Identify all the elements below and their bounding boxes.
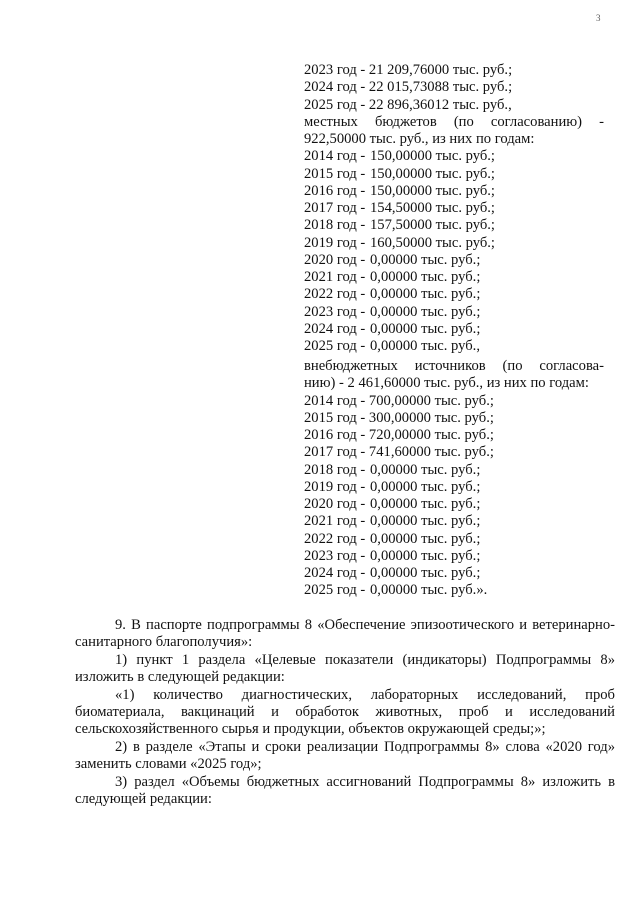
- page-number: 3: [596, 13, 601, 23]
- local-2024-line: 2024 год - 0,00000 тыс. руб.;: [304, 320, 481, 337]
- local-2019-line: 2019 год - 160,50000 тыс. руб.;: [304, 234, 495, 251]
- extrabudget-2015-line: 2015 год - 300,00000 тыс. руб.;: [304, 409, 494, 426]
- local-2022-line: 2022 год - 0,00000 тыс. руб.;: [304, 286, 481, 303]
- extrabudget-2017-line: 2017 год - 741,60000 тыс. руб.;: [304, 444, 494, 461]
- funding-column-top: [304, 62, 604, 355]
- extrabudget-2016-line: 2016 год - 720,00000 тыс. руб.;: [304, 427, 494, 443]
- extrabudget-heading-1: внебюджетных источников (по согласова-: [304, 358, 604, 374]
- section-9-item-3: 3) раздел «Объемы бюджетных ассигнований Подпрограммы 8» изложить в следующей редакции:: [75, 773, 615, 808]
- local-2018-line: 2018 год - 157,50000 тыс. руб.;: [304, 217, 495, 234]
- extrabudget-2025-line: 2025 год - 0,00000 тыс. руб.».: [304, 582, 488, 599]
- extrabudget-2019-line: 2019 год - 0,00000 тыс. руб.;: [304, 478, 481, 495]
- extrabudget-2023-line: 2023 год - 0,00000 тыс. руб.;: [304, 547, 481, 564]
- local-2016-line: 2016 год - 150,00000 тыс. руб.;: [304, 182, 495, 199]
- local-budget-heading-1: местных бюджетов (по согласованию) -: [304, 113, 604, 130]
- extrabudget-2018-line: 2018 год - 0,00000 тыс. руб.;: [304, 461, 481, 478]
- local-2014-line: 2014 год - 150,00000 тыс. руб.;: [304, 148, 495, 165]
- regional-2025-line: 2025 год - 22 896,36012 тыс. руб.,: [304, 96, 512, 113]
- local-2015-line: 2015 год - 150,00000 тыс. руб.;: [304, 165, 495, 182]
- extrabudget-2014-line: 2014 год - 700,00000 тыс. руб.;: [304, 392, 494, 409]
- extrabudget-2024-line: 2024 год - 0,00000 тыс. руб.;: [304, 565, 481, 581]
- section-9: [75, 617, 615, 808]
- local-2021-line: 2021 год - 0,00000 тыс. руб.;: [304, 269, 481, 285]
- extrabudget-2022-line: 2022 год - 0,00000 тыс. руб.;: [304, 530, 481, 547]
- section-9-item-1-quote: «1) количество диагностических, лабораторных исследований, проб биоматериала, вакцинаций и обработок животных, проб и исследований сельскохозяйственного сырья и продукции, объектов окружающей среды;»;: [75, 686, 615, 738]
- local-2025-line: 2025 год - 0,00000 тыс. руб.,: [304, 338, 480, 354]
- extrabudget-2020-line: 2020 год - 0,00000 тыс. руб.;: [304, 496, 481, 512]
- regional-2023-line: 2023 год - 21 209,76000 тыс. руб.;: [304, 62, 513, 78]
- funding-column-extrabudget: [304, 358, 604, 600]
- section-9-item-2: 2) в разделе «Этапы и сроки реализации Подпрограммы 8» слова «2020 год» заменить словами «2025 год»;: [75, 738, 615, 773]
- section-9-intro: 9. В паспорте подпрограммы 8 «Обеспечение эпизоотического и ветеринарно-санитарного благополучия»:: [75, 617, 615, 651]
- extrabudget-2021-line: 2021 год - 0,00000 тыс. руб.;: [304, 513, 481, 530]
- extrabudget-heading-2: нию) - 2 461,60000 тыс. руб., из них по годам:: [304, 375, 589, 392]
- local-2020-line: 2020 год - 0,00000 тыс. руб.;: [304, 251, 481, 268]
- local-2023-line: 2023 год - 0,00000 тыс. руб.;: [304, 303, 481, 320]
- local-budget-heading-2: 922,50000 тыс. руб., из них по годам:: [304, 131, 535, 147]
- regional-2024-line: 2024 год - 22 015,73088 тыс. руб.;: [304, 79, 513, 96]
- section-9-item-1: 1) пункт 1 раздела «Целевые показатели (индикаторы) Подпрограммы 8» изложить в следующей редакции:: [75, 651, 615, 686]
- local-2017-line: 2017 год - 154,50000 тыс. руб.;: [304, 200, 495, 216]
